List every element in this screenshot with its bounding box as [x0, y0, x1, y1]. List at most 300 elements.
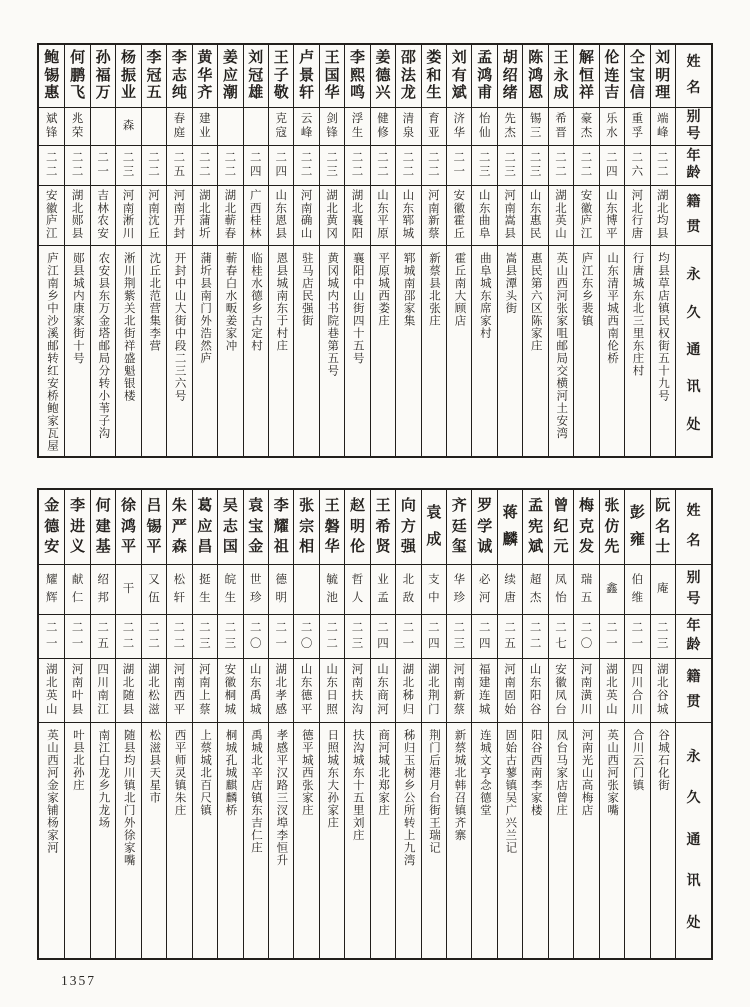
- person-age-cell: 二 一: [39, 614, 64, 658]
- person-alias-cell: 绍 邦: [90, 564, 115, 614]
- person-alias-cell: 献 仁: [64, 564, 89, 614]
- person-alias-cell: 健 修: [370, 107, 395, 145]
- person-alias-cell: 皖 生: [217, 564, 242, 614]
- person-address-cell: [370, 722, 395, 958]
- person-address-cell: [471, 245, 496, 456]
- person-age-cell: 二 二: [39, 145, 64, 185]
- person-age-cell: 二 三: [217, 614, 242, 658]
- person-native-cell: 河 南 沈 丘: [141, 185, 166, 245]
- person-name-cell: 齐 廷 玺: [446, 490, 471, 564]
- person-name-cell: 向 方 强: [395, 490, 420, 564]
- person-address-text: 合川云门镇: [631, 729, 644, 792]
- person-native-cell: 福 建 连 城: [471, 658, 496, 722]
- person-native-cell: 河 南 叶 县: [64, 658, 89, 722]
- person-native-cell: 湖 北 秭 归: [395, 658, 420, 722]
- person-alias-cell: 森: [115, 107, 140, 145]
- person-name-cell: 王 永 成: [548, 45, 573, 107]
- person-age-cell: 二 二: [293, 145, 318, 185]
- person-address-cell: [522, 245, 547, 456]
- person-native-cell: 河 南 确 山: [293, 185, 318, 245]
- person-address-text: 德平城西张家庄: [300, 729, 313, 817]
- person-name-cell: 邵 法 龙: [395, 45, 420, 107]
- person-age-cell: 二 二: [64, 145, 89, 185]
- person-address-cell: [166, 245, 191, 456]
- header-native: 籍 贯: [675, 185, 711, 245]
- person-native-cell: 山 东 阳 谷: [522, 658, 547, 722]
- person-age-cell: 二 三: [344, 614, 369, 658]
- person-name-cell: 袁 宝 金: [243, 490, 268, 564]
- person-age-cell: 二 二: [166, 614, 191, 658]
- person-age-cell: 二 三: [522, 145, 547, 185]
- person-address-cell: [141, 245, 166, 456]
- header-address: 永 久 通 讯 处: [675, 722, 711, 958]
- person-native-cell: 安 徽 霍 丘: [446, 185, 471, 245]
- person-address-text: 西平师灵镇朱庄: [173, 729, 186, 817]
- person-native-cell: 湖 北 英 山: [548, 185, 573, 245]
- person-name-cell: 蒋 麟: [497, 490, 522, 564]
- person-address-cell: [64, 722, 89, 958]
- person-native-cell: 山 东 商 河: [370, 658, 395, 722]
- person-alias-cell: [217, 107, 242, 145]
- person-address-text: 山东清平城西南伦桥: [606, 252, 619, 365]
- person-alias-cell: 豪 杰: [573, 107, 598, 145]
- person-address-cell: [522, 722, 547, 958]
- person-alias-cell: 清 泉: [395, 107, 420, 145]
- registry-table-bottom: [37, 488, 713, 960]
- person-name-cell: 朱 严 森: [166, 490, 191, 564]
- person-native-cell: 山 东 德 平: [293, 658, 318, 722]
- person-address-text: 河南光山高梅店: [580, 729, 593, 817]
- person-address-cell: [293, 245, 318, 456]
- person-native-cell: 湖 北 郧 县: [64, 185, 89, 245]
- person-address-text: 郧县城内康家街十号: [71, 252, 84, 365]
- person-alias-cell: 希 晋: [548, 107, 573, 145]
- person-native-cell: 湖 北 荆 门: [421, 658, 446, 722]
- person-age-cell: 二 一: [624, 614, 649, 658]
- person-name-cell: 姜 应 潮: [217, 45, 242, 107]
- person-address-cell: [319, 245, 344, 456]
- person-name-cell: 王 磐 华: [319, 490, 344, 564]
- person-address-text: 蒲圻县南门外浩然庐: [199, 252, 212, 365]
- person-alias-cell: 必 河: [471, 564, 496, 614]
- header-native: 籍 贯: [675, 658, 711, 722]
- person-address-cell: [573, 245, 598, 456]
- person-age-cell: 二 二: [650, 145, 675, 185]
- person-native-cell: 山 东 曲 阜: [471, 185, 496, 245]
- person-native-cell: 安 徽 庐 江: [573, 185, 598, 245]
- person-address-text: 均县草店镇民权街五十九号: [656, 252, 669, 402]
- person-native-cell: 湖 北 孝 感: [268, 658, 293, 722]
- person-address-cell: [217, 245, 242, 456]
- person-address-cell: [319, 722, 344, 958]
- person-age-cell: 二 一: [64, 614, 89, 658]
- person-age-cell: 二 七: [548, 614, 573, 658]
- person-address-cell: [497, 722, 522, 958]
- person-native-cell: 安 徽 桐 城: [217, 658, 242, 722]
- person-address-cell: [115, 245, 140, 456]
- person-native-cell: 安 徽 庐 江: [39, 185, 64, 245]
- person-native-cell: 吉 林 农 安: [90, 185, 115, 245]
- person-alias-cell: 挺 生: [192, 564, 217, 614]
- person-address-cell: [548, 245, 573, 456]
- person-alias-cell: 庵: [650, 564, 675, 614]
- person-address-cell: [370, 245, 395, 456]
- person-alias-cell: 重 孚: [624, 107, 649, 145]
- person-alias-cell: 毓 池: [319, 564, 344, 614]
- person-native-cell: 湖 北 黄 冈: [319, 185, 344, 245]
- person-alias-cell: 春 庭: [166, 107, 191, 145]
- person-age-cell: 二 二: [522, 614, 547, 658]
- person-address-text: 阳谷西南李家楼: [529, 729, 542, 817]
- person-address-text: 禹城北辛店镇东吉仁庄: [249, 729, 262, 854]
- person-name-cell: 吕 锡 平: [141, 490, 166, 564]
- person-native-cell: 河 南 新 蔡: [421, 185, 446, 245]
- person-alias-cell: 育 亚: [421, 107, 446, 145]
- person-native-cell: 湖 北 均 县: [650, 185, 675, 245]
- person-alias-cell: 北 敌: [395, 564, 420, 614]
- person-name-cell: 鲍 锡 惠: [44, 50, 60, 101]
- person-name-cell: 王 子 敬: [268, 45, 293, 107]
- person-name-cell: 杨 振 业: [115, 45, 140, 107]
- person-name-cell: 何 建 基: [90, 490, 115, 564]
- person-alias-cell: 世 珍: [243, 564, 268, 614]
- person-address-cell: [624, 245, 649, 456]
- person-name-cell: 解 恒 祥: [573, 45, 598, 107]
- person-address-text: 新蔡城北韩召镇齐寨: [453, 729, 466, 842]
- person-age-cell: 二 二: [141, 145, 166, 185]
- person-age-cell: 二 三: [497, 145, 522, 185]
- person-name-cell: 陈 鸿 恩: [522, 45, 547, 107]
- person-address-text: 扶沟城东十五里刘庄: [351, 729, 364, 842]
- person-alias-cell: 凤 怡: [548, 564, 573, 614]
- person-address-text: 曲阜城东席家村: [478, 252, 491, 340]
- person-native-cell: 山 东 禹 城: [243, 658, 268, 722]
- person-native-cell: 广 西 桂 林: [243, 185, 268, 245]
- person-address-cell: [39, 245, 64, 456]
- person-age-cell: 二 〇: [243, 614, 268, 658]
- person-address-text: 新蔡县北张庄: [428, 252, 441, 327]
- person-name-cell: 伦 连 吉: [599, 45, 624, 107]
- person-native-cell: 湖 北 蒲 圻: [192, 185, 217, 245]
- person-address-text: 荆门后港月台街王瑞记: [428, 729, 441, 854]
- person-age-cell: 二 二: [115, 614, 140, 658]
- person-native-cell: 安 徽 凤 台: [548, 658, 573, 722]
- person-address-cell: [650, 245, 675, 456]
- person-name-cell: 徐 鸿 平: [115, 490, 140, 564]
- header-age: 年 龄: [675, 145, 711, 185]
- person-address-cell: [395, 245, 420, 456]
- person-address-cell: [497, 245, 522, 456]
- person-name-cell: 吴 志 国: [217, 490, 242, 564]
- person-alias-cell: 业 孟: [370, 564, 395, 614]
- person-alias-cell: 哲 人: [344, 564, 369, 614]
- person-age-cell: 二 〇: [293, 614, 318, 658]
- person-name-cell: 卢 景 轩: [293, 45, 318, 107]
- person-name-cell: 黄 华 齐: [192, 45, 217, 107]
- person-address-text: 叶县北孙庄: [71, 729, 84, 792]
- person-name-cell: 葛 应 昌: [192, 490, 217, 564]
- person-address-cell: [217, 722, 242, 958]
- person-address-text: 霍丘南大顾店: [453, 252, 466, 327]
- person-name-cell: 梅 克 发: [573, 490, 598, 564]
- person-name-cell: 孟 宪 斌: [522, 490, 547, 564]
- person-name-cell: 张 仿 先: [599, 490, 624, 564]
- person-age-cell: 二 六: [624, 145, 649, 185]
- person-alias-cell: 华 珍: [446, 564, 471, 614]
- person-age-cell: 二 一: [446, 145, 471, 185]
- person-alias-cell: [243, 107, 268, 145]
- person-age-cell: 二 四: [243, 145, 268, 185]
- person-alias-cell: 松 轩: [166, 564, 191, 614]
- person-alias-cell: 浮 生: [344, 107, 369, 145]
- person-name-cell: 何 鹏 飞: [64, 45, 89, 107]
- person-age-cell: 二 二: [370, 145, 395, 185]
- person-age-cell: 二 五: [90, 614, 115, 658]
- person-address-cell: [344, 722, 369, 958]
- person-alias-cell: 先 杰: [497, 107, 522, 145]
- person-address-cell: [446, 722, 471, 958]
- person-address-text: 郓城南邵家集: [402, 252, 415, 327]
- person-address-text: 固始古蓼镇吴广兴兰记: [504, 729, 517, 854]
- person-address-text: 庐江东乡裴镇: [580, 252, 593, 327]
- person-age-cell: 二 二: [421, 145, 446, 185]
- person-age-cell: 二 二: [192, 145, 217, 185]
- person-address-cell: [293, 722, 318, 958]
- person-address-text: 商河城北郑家庄: [377, 729, 390, 817]
- person-address-text: 松滋县天星市: [148, 729, 161, 804]
- person-native-cell: 山 东 平 原: [370, 185, 395, 245]
- person-age-cell: 二 四: [268, 145, 293, 185]
- person-address-cell: [90, 722, 115, 958]
- person-address-text: 庐江南乡中沙溪邮转红安桥鲍家瓦屋: [45, 252, 58, 452]
- person-address-text: 农安县东万金塔邮局分转小苇子沟: [97, 252, 110, 440]
- person-address-text: 惠民第六区陈家庄: [529, 252, 542, 352]
- person-address-cell: [141, 722, 166, 958]
- person-name-cell: 金 德 安: [44, 498, 60, 555]
- person-address-text: 沈丘北范营集李营: [148, 252, 161, 352]
- person-native-cell: 河 南 新 蔡: [446, 658, 471, 722]
- person-address-text: 临桂水德乡古定村: [249, 252, 262, 352]
- person-age-cell: 二 五: [166, 145, 191, 185]
- person-age-cell: 二 四: [421, 614, 446, 658]
- person-address-text: 凤台马家店曾庄: [555, 729, 568, 817]
- person-address-text: 秭归玉树乡公所转上九湾: [402, 729, 415, 867]
- header-alias: 别 号: [675, 107, 711, 145]
- person-age-cell: 二 二: [141, 614, 166, 658]
- person-address-cell: [243, 722, 268, 958]
- person-name-cell: 罗 学 诚: [471, 490, 496, 564]
- person-address-cell: [344, 245, 369, 456]
- header-age: 年 龄: [675, 614, 711, 658]
- person-address-text: 日照城东大孙家庄: [326, 729, 339, 829]
- person-alias-cell: 伯 维: [624, 564, 649, 614]
- person-address-cell: [192, 245, 217, 456]
- person-address-text: 上蔡城北百尺镇: [199, 729, 212, 817]
- person-address-text: 黄冈城内书院巷第五号: [326, 252, 339, 377]
- person-address-text: 嵩县潭头街: [504, 252, 517, 315]
- person-age-cell: 二 三: [650, 614, 675, 658]
- person-alias-cell: 克 寇: [268, 107, 293, 145]
- person-address-text: 襄阳中山街四十五号: [351, 252, 364, 365]
- person-address-text: 随县均川镇北门外徐家嘴: [122, 729, 135, 867]
- person-name-cell: 张 宗 相: [293, 490, 318, 564]
- person-age-cell: 二 四: [471, 614, 496, 658]
- person-native-cell: 山 东 惠 民: [522, 185, 547, 245]
- person-alias-cell: 又 伍: [141, 564, 166, 614]
- person-alias-cell: 鑫: [599, 564, 624, 614]
- person-alias-cell: 续 唐: [497, 564, 522, 614]
- header-address: 永 久 通 讯 处: [675, 245, 711, 456]
- registry-table-top: [37, 43, 713, 458]
- person-address-cell: [650, 722, 675, 958]
- person-address-text: 平原城西娄庄: [377, 252, 390, 327]
- person-native-cell: 河 南 开 封: [166, 185, 191, 245]
- person-name-cell: 曾 纪 元: [548, 490, 573, 564]
- person-address-text: 开封中山大街中段二三六号: [173, 252, 186, 402]
- person-age-cell: 二 五: [497, 614, 522, 658]
- person-name-cell: 刘 冠 雄: [243, 45, 268, 107]
- person-age-cell: 二 四: [370, 614, 395, 658]
- person-name-cell: 胡 绍 绪: [497, 45, 522, 107]
- person-alias-cell: 干: [115, 564, 140, 614]
- person-address-cell: [573, 722, 598, 958]
- person-age-cell: 二 二: [217, 145, 242, 185]
- person-alias-cell: 端 峰: [650, 107, 675, 145]
- person-address-cell: [624, 722, 649, 958]
- person-name-cell: 李 冠 五: [141, 45, 166, 107]
- person-native-cell: 山 东 博 平: [599, 185, 624, 245]
- person-address-cell: [446, 245, 471, 456]
- person-native-cell: 河 南 固 始: [497, 658, 522, 722]
- person-address-cell: [421, 722, 446, 958]
- person-alias-cell: [293, 564, 318, 614]
- person-address-text: 南江白龙乡九龙场: [97, 729, 110, 829]
- person-age-cell: 二 二: [548, 145, 573, 185]
- person-name-cell: 刘 有 斌: [446, 45, 471, 107]
- person-address-text: 蕲春白水畈姜家冲: [224, 252, 237, 352]
- person-native-cell: 湖 北 襄 阳: [344, 185, 369, 245]
- person-native-cell: 四 川 合 川: [624, 658, 649, 722]
- person-age-cell: 二 三: [446, 614, 471, 658]
- person-age-cell: 二 二: [395, 145, 420, 185]
- person-alias-cell: 兆 荣: [64, 107, 89, 145]
- person-name-cell: 阮 名 士: [650, 490, 675, 564]
- person-age-cell: 二 一: [395, 614, 420, 658]
- person-age-cell: 二 三: [115, 145, 140, 185]
- person-native-cell: 河 南 潢 川: [573, 658, 598, 722]
- person-address-cell: [192, 722, 217, 958]
- person-name-cell: 孙 福 万: [90, 45, 115, 107]
- person-address-cell: [243, 245, 268, 456]
- person-alias-cell: 瑞 五: [573, 564, 598, 614]
- person-age-cell: 二 一: [268, 614, 293, 658]
- header-name: 姓 名: [675, 490, 711, 564]
- person-address-cell: [599, 245, 624, 456]
- person-alias-cell: 耀 辉: [39, 564, 64, 614]
- person-alias-cell: 斌 锋: [39, 107, 64, 145]
- person-address-cell: [64, 245, 89, 456]
- person-address-text: 连城文亨念德堂: [478, 729, 491, 817]
- person-address-text: 行唐城东北三里东庄村: [631, 252, 644, 377]
- person-native-cell: 山 东 恩 县: [268, 185, 293, 245]
- person-name-cell: 袁 成: [421, 490, 446, 564]
- person-age-cell: 二 一: [599, 614, 624, 658]
- person-age-cell: 二 三: [192, 614, 217, 658]
- person-alias-cell: [141, 107, 166, 145]
- person-address-cell: [421, 245, 446, 456]
- person-age-cell: 二 二: [573, 145, 598, 185]
- person-address-cell: [90, 245, 115, 456]
- person-name-cell: 孟 鸿 甫: [471, 45, 496, 107]
- person-name-cell: 姜 德 兴: [370, 45, 395, 107]
- person-address-text: 驻马店民强街: [300, 252, 313, 327]
- page-number: 1357: [61, 973, 96, 988]
- person-alias-cell: 济 华: [446, 107, 471, 145]
- person-name-cell: 娄 和 生: [421, 45, 446, 107]
- person-native-cell: 湖 北 松 滋: [141, 658, 166, 722]
- person-alias-cell: 怡 仙: [471, 107, 496, 145]
- person-native-cell: 河 南 淅 川: [115, 185, 140, 245]
- person-name-cell: 李 进 义: [64, 490, 89, 564]
- person-age-cell: 二 四: [599, 145, 624, 185]
- person-age-cell: 二 一: [90, 145, 115, 185]
- person-name-cell: 彭 雍: [624, 490, 649, 564]
- person-native-cell: 河 南 西 平: [166, 658, 191, 722]
- person-native-cell: 四 川 南 江: [90, 658, 115, 722]
- person-address-cell: [115, 722, 140, 958]
- person-name-cell: 李 志 纯: [166, 45, 191, 107]
- person-alias-cell: 剑 锋: [319, 107, 344, 145]
- person-native-cell: 山 东 郓 城: [395, 185, 420, 245]
- person-address-cell: [599, 722, 624, 958]
- person-native-cell: 河 北 行 唐: [624, 185, 649, 245]
- person-name-cell: 王 希 贤: [370, 490, 395, 564]
- person-address-cell: [548, 722, 573, 958]
- person-address-cell: [268, 245, 293, 456]
- person-address-cell: [39, 722, 64, 958]
- person-address-text: 恩县城南东于村庄: [275, 252, 288, 352]
- person-address-text: 英山西河金家铺杨家河: [45, 729, 58, 854]
- person-name-cell: 李 熙 鸣: [344, 45, 369, 107]
- person-native-cell: 湖 北 蕲 春: [217, 185, 242, 245]
- person-age-cell: 二 二: [344, 145, 369, 185]
- header-alias: 别 号: [675, 564, 711, 614]
- person-native-cell: 湖 北 英 山: [599, 658, 624, 722]
- person-name-cell: 王 国 华: [319, 45, 344, 107]
- person-alias-cell: 支 中: [421, 564, 446, 614]
- person-address-text: 英山西河张家咀邮局交横河土安湾: [555, 252, 568, 440]
- person-alias-cell: 锡 三: [522, 107, 547, 145]
- person-age-cell: 二 三: [471, 145, 496, 185]
- person-address-cell: [268, 722, 293, 958]
- person-name-cell: 李 耀 祖: [268, 490, 293, 564]
- person-name-cell: 仝 宝 信: [624, 45, 649, 107]
- person-age-cell: 二 三: [319, 145, 344, 185]
- person-address-text: 桐城孔城麒麟桥: [224, 729, 237, 817]
- person-native-cell: 湖 北 英 山: [39, 658, 64, 722]
- person-native-cell: 河 南 扶 沟: [344, 658, 369, 722]
- person-native-cell: 湖 北 谷 城: [650, 658, 675, 722]
- person-name-cell: 刘 明 理: [650, 45, 675, 107]
- person-native-cell: 湖 北 随 县: [115, 658, 140, 722]
- person-address-text: 淅川荆紫关北街祥盛魁银楼: [122, 252, 135, 402]
- person-alias-cell: [90, 107, 115, 145]
- person-address-cell: [395, 722, 420, 958]
- person-native-cell: 河 南 嵩 县: [497, 185, 522, 245]
- person-age-cell: 二 〇: [573, 614, 598, 658]
- person-alias-cell: 云 峰: [293, 107, 318, 145]
- person-address-text: 英山西河张家嘴: [606, 729, 619, 817]
